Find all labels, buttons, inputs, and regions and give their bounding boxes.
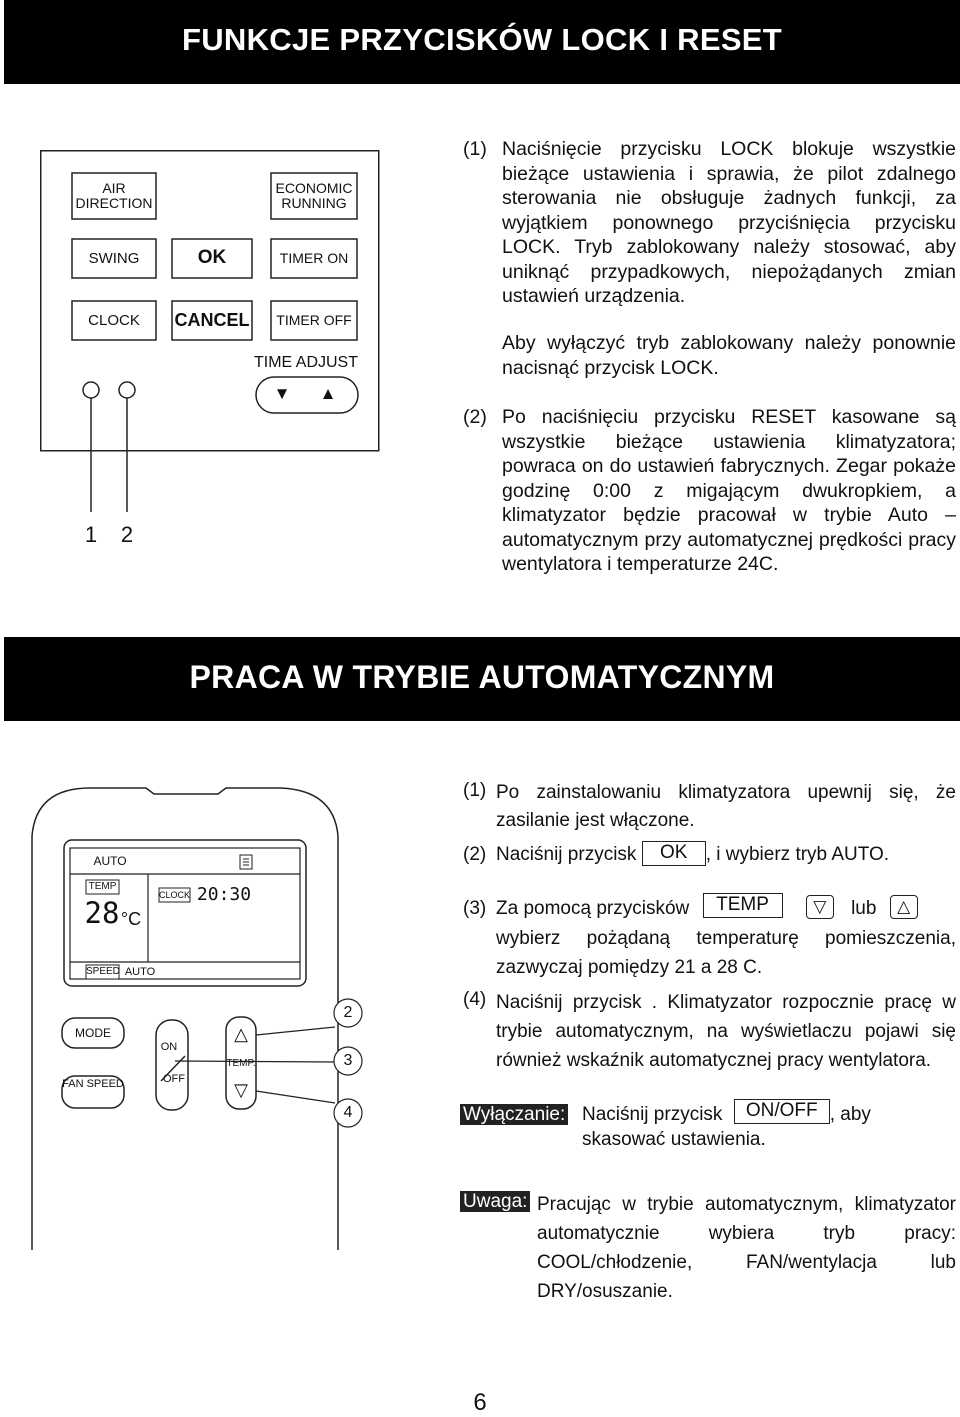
step2-pre: Naciśnij przycisk [496,844,637,865]
temp-key-label [703,893,783,918]
auto-mode-remote-diagram [30,780,410,1250]
time-up-icon[interactable]: ▲ [319,384,337,403]
display-speed-value: AUTO [124,966,156,978]
air-direction-label: AIR DIRECTION [75,180,153,211]
temp-up-icon[interactable]: △ [234,1024,248,1044]
para1-label: (1) [463,138,487,160]
time-adjust-label: TIME ADJUST [253,354,358,371]
page-number: 6 [473,1389,487,1416]
note-section-label: Uwaga: [460,1191,530,1212]
timer-off-button[interactable] [271,313,357,328]
off-pre: Naciśnij przycisk [582,1104,723,1125]
display-clock-tag: CLOCK [159,890,191,900]
para1b-text: Aby wyłączyć tryb zablokowany należy ponownie nacisnąć przycisk LOCK. [502,332,956,379]
mode-button-label: MODE [75,1026,111,1040]
para2-text: Po naciśnięciu przycisku RESET kasowane są wszystkie bieżące ustawienia klimatyzatora; powraca on do ustawień fabrycznych. Zegar pokaże godzinę 0:00 z migającym dwukropkiem, a klimatyzator będzie pracował w trybie Auto – automatycznym przy automatycznej prędkości pracy wentylatora i temperaturze 24C. [502,406,956,575]
ok-key-text: OK [659,842,688,863]
clock-label: CLOCK [88,312,140,329]
display-temp-tag: TEMP [88,881,117,892]
temp-down-icon[interactable]: ▽ [234,1080,248,1100]
para2-label: (2) [463,406,487,428]
on-off-button-on-label: ON [160,1041,178,1053]
on-off-button[interactable] [156,1020,188,1110]
on-off-button-off-label: OFF [163,1073,185,1085]
display-temp-unit: °C [120,909,142,929]
temp-up-key-icon: △ [890,895,918,919]
display-temp-value: 28 [84,896,120,930]
timer-off-label: TIMER OFF [276,312,352,328]
callout-3-circle: 3 [343,1052,353,1069]
air-direction-button[interactable] [72,181,156,211]
onoff-key-text: ON/OFF [745,1100,818,1121]
swing-label: SWING [88,250,140,267]
section2-title: PRACA W TRYBIE AUTOMATYCZNYM [189,659,775,695]
off-line [582,1100,956,1152]
temp-key-text: TEMP [716,894,769,915]
swing-button[interactable] [72,251,156,266]
step3-rest: wybierz pożądaną temperaturę pomieszczenia, zazwyczaj pomiędzy 21 a 28 C. [496,928,956,978]
off-label-wrap [460,1103,568,1127]
step3-mid: lub [851,898,877,919]
timer-on-label: TIMER ON [279,250,349,266]
note-text: Pracując w trybie automatycznym, klimatyzator automatycznie wybiera tryb pracy: COOL/chłodzenie, FAN/wentylacja lub DRY/osuszanie. [537,1194,956,1302]
callout-4-circle: 4 [343,1104,353,1121]
ok-button[interactable] [172,248,252,268]
step4-text: Naciśnij przycisk . Klimatyzator rozpocznie pracę w trybie automatycznym, na wyświetlaczu pojawi się również wskaźnik automatycznej pracy wentylatora. [496,992,956,1071]
time-down-icon[interactable]: ▼ [273,384,291,403]
display-clock-value: 20:30 [196,884,252,905]
fan-speed-label: FAN SPEED [62,1078,124,1090]
economic-running-label: ECONOMIC RUNNING [275,180,353,211]
temp-button-label: TEMP. [226,1058,256,1069]
clock-button[interactable] [72,313,156,328]
lock-reset-remote-diagram [40,150,380,560]
callout-2: 2 [120,522,134,547]
section1-banner [4,0,960,84]
section2-banner [4,637,960,721]
callout-1: 1 [84,522,98,547]
display-mode-label: AUTO [93,854,127,868]
step4-label: (4) [463,989,487,1010]
economic-running-button[interactable] [271,181,357,211]
mode-button[interactable] [62,1026,124,1041]
section1-title: FUNKCJE PRZYCISKÓW LOCK I RESET [181,22,783,57]
cancel-label: CANCEL [174,310,250,330]
off-post: , aby skasować ustawienia. [582,1104,871,1150]
step3-line1 [496,894,956,922]
step1-text: Po zainstalowaniu klimatyzatora upewnij się, że zasilanie jest włączone. [496,782,956,831]
onoff-key-label [734,1099,830,1124]
step2-line [496,843,956,868]
callout-2-circle: 2 [343,1004,353,1021]
timer-on-button[interactable] [271,251,357,266]
fan-speed-button[interactable] [62,1078,124,1091]
display-speed-tag: SPEED [86,966,120,977]
ok-label: OK [197,247,227,268]
step3-pre: Za pomocą przycisków [496,898,690,919]
step3-label: (3) [463,898,487,919]
step2-label: (2) [463,844,487,865]
para1-text: Naciśnięcie przycisku LOCK blokuje wszystkie bieżące ustawienia i sprawia, że pilot zdalnego sterowania nie obsługuje żadnych funkcji, za wyjątkiem ponownego przyciśnięcia przycisku LOCK. Tryb zablokowany należy stosować, aby uniknąć przypadkowych, niepożądanych zmian ustawień urządzenia. [502,138,956,307]
off-section-label: Wyłączanie: [460,1104,568,1125]
step1-label: (1) [463,780,487,801]
step2-post: , i wybierz tryb AUTO. [705,844,890,865]
temp-down-key-icon: ▽ [806,895,834,919]
cancel-button[interactable] [172,310,252,330]
ok-key-label [642,841,706,866]
note-label-wrap [460,1190,530,1214]
